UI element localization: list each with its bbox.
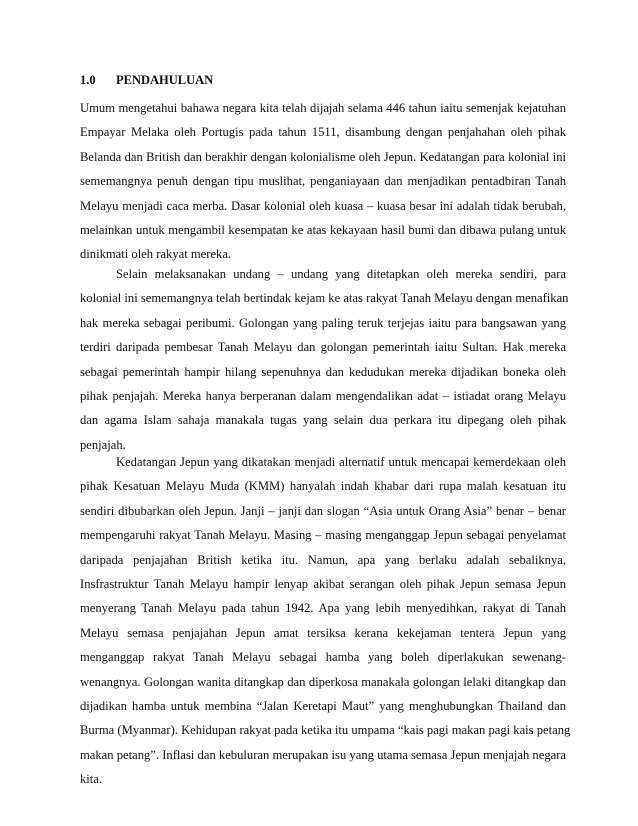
text-line: kita. xyxy=(80,772,103,787)
text-line: Empayar Melaka oleh Portugis pada tahun 1511, disambung dengan penjahahan oleh pihak xyxy=(80,125,566,140)
text-line: Belanda dan British dan berakhir dengan kolonialisme oleh Jepun. Kedatangan para kolonial ini xyxy=(80,149,566,164)
text-line: kolonial ini sememangnya telah bertindak kejam ke atas rakyat Tanah Melayu dengan menafikan xyxy=(80,291,569,306)
text-line: hak mereka sebagai peribumi. Golongan yang paling teruk terjejas iaitu para bangsawan yang xyxy=(80,315,566,330)
text-line: pihak penjajah. Mereka hanya berperanan dalam mengendalikan adat – istiadat orang Melayu xyxy=(80,388,566,403)
text-line: menyerang Tanah Melayu pada tahun 1942. Apa yang lebih menyedihkan, rakyat di Tanah xyxy=(80,601,566,616)
text-line: penjajah. xyxy=(80,437,126,452)
paragraph-1 xyxy=(80,96,566,267)
text-line: sendiri dibubarkan oleh Jepun. Janji – janji dan slogan “Asia untuk Orang Asia” benar – benar xyxy=(80,503,566,518)
text-line: mempengaruhi rakyat Tanah Melayu. Masing – masing menganggap Jepun sebagai penyelamat xyxy=(80,528,566,543)
text-line: Selain melaksanakan undang – undang yang ditetapkan oleh mereka sendiri, para xyxy=(116,267,566,281)
paragraph-3 xyxy=(80,450,571,791)
text-line: wenangnya. Golongan wanita ditangkap dan diperkosa manakala golongan lelaki ditangkap dan xyxy=(80,674,566,689)
text-line: pihak Kesatuan Melayu Muda (KMM) hanyalah indah khabar dari rupa malah kesatuan itu xyxy=(80,479,566,494)
text-line: daripada penjajahan British ketika itu. Namun, apa yang berlaku adalah sebaliknya, xyxy=(80,552,566,567)
text-line: terdiri daripada pembesar Tanah Melayu dan golongan pemerintah iaitu Sultan. Hak mereka xyxy=(80,340,566,355)
text-line: sebagai pemerintah hampir hilang sepenuhnya dan kedudukan mereka dijadikan boneka oleh xyxy=(80,364,566,379)
text-line: Melayu semasa penjajahan Jepun amat tersiksa kerana kekejaman tentera Jepun yang xyxy=(80,625,566,640)
text-line: Umum mengetahui bahawa negara kita telah dijajah selama 446 tahun iaitu semenjak kejatuhan xyxy=(80,101,566,115)
section-number: 1.0 xyxy=(80,73,96,87)
text-line: sememangnya penuh dengan tipu muslihat, penganiayaan dan menjadikan pentadbiran Tanah xyxy=(80,174,566,189)
text-line: Melayu menjadi caca merba. Dasar kolonial oleh kuasa – kuasa besar ini adalah tidak berubah, xyxy=(80,198,566,213)
section-title: PENDAHULUAN xyxy=(116,73,214,87)
text-line: Insfrastruktur Tanah Melayu hampir lenyap akibat serangan oleh pihak Jepun semasa Jepun xyxy=(80,576,566,591)
text-line: makan petang”. Inflasi dan kebuluran merupakan isu yang utama semasa Jepun menjajah negara xyxy=(80,747,566,762)
text-line: melainkan untuk mengambil kesempatan ke atas kekayaan hasil bumi dan dibawa pulang untuk xyxy=(80,222,566,237)
text-line: dinikmati oleh rakyat mereka. xyxy=(80,247,232,262)
text-line: dijadikan hamba untuk membina “Jalan Keretapi Maut” yang menghubungkan Thailand dan xyxy=(80,698,566,713)
section-heading xyxy=(80,69,213,91)
text-line: Kedatangan Jepun yang dikatakan menjadi alternatif untuk mencapai kemerdekaan oleh xyxy=(116,455,566,469)
text-line: menganggap rakyat Tanah Melayu sebagai hamba yang boleh diperlakukan sewenang- xyxy=(80,650,566,665)
text-line: Burma (Myanmar). Kehidupan rakyat pada ketika itu umpama “kais pagi makan pagi kais petang xyxy=(80,723,571,738)
paragraph-2 xyxy=(80,262,569,457)
text-line: dan agama Islam sahaja manakala tugas yang selain dua perkara itu dipegang oleh pihak xyxy=(80,413,566,428)
